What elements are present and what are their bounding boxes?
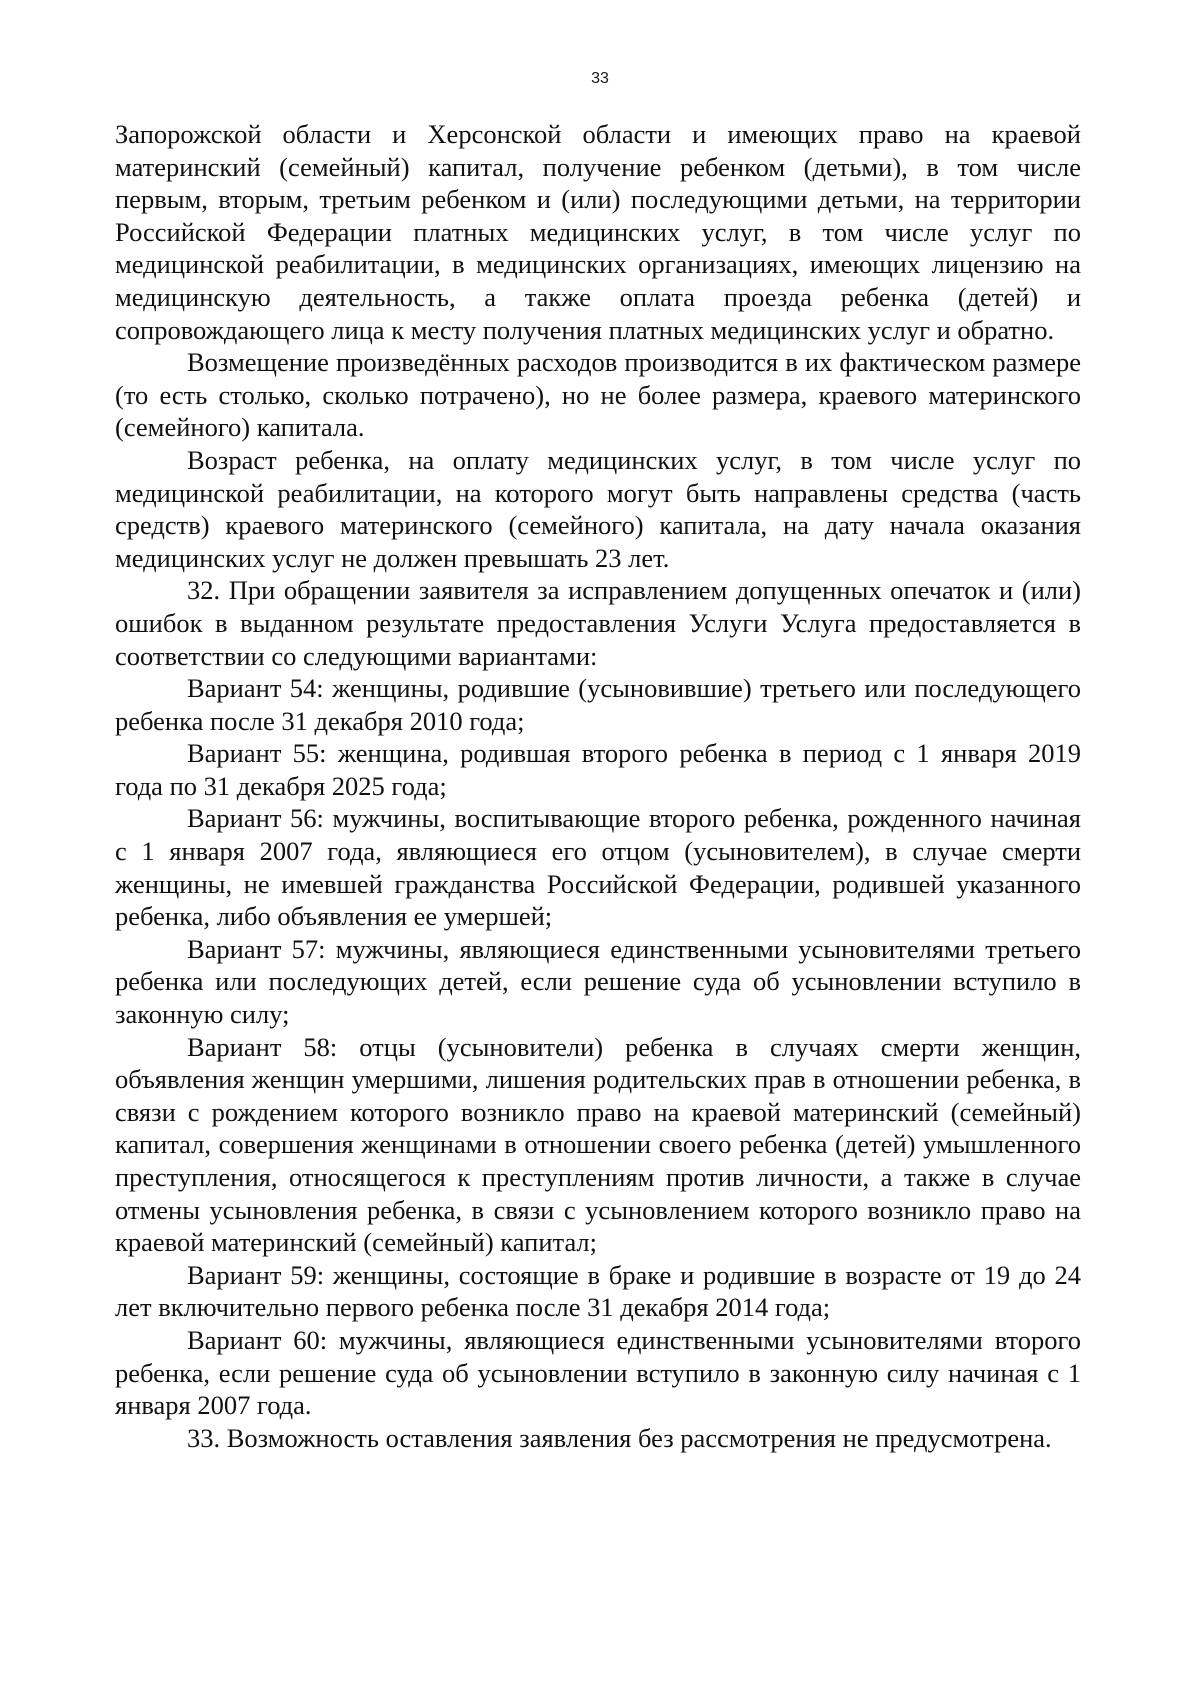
paragraph-variant-58: Вариант 58: отцы (усыновители) ребенка в случаях смерти женщин, объявления женщин умершими, лишения родительских прав в отношении ребенка, в связи с рождением которого возникло право на краевой материнский (семейный) капитал, совершения женщинами в отношении своего ребенка (детей) умышленного преступления, относящегося к преступлениям против личности, а также в случае отмены усыновления ребенка, в связи с усыновлением которого возникло право на краевой материнский (семейный) капитал;: [115, 1031, 1081, 1258]
paragraph-reimbursement: Возмещение произведённых расходов производится в их фактическом размере (то есть столько, сколько потрачено), но не более размера, краевого материнского (семейного) капитала.: [115, 347, 1081, 443]
paragraph-child-age: Возраст ребенка, на оплату медицинских услуг, в том числе услуг по медицинской реабилитации, на которого могут быть направлены средства (часть средств) краевого материнского (семейного) капитала, на дату начала оказания медицинских услуг не должен превышать 23 лет.: [115, 444, 1081, 573]
paragraph-variant-60: Вариант 60: мужчины, являющиеся единственными усыновителями второго ребенка, если решение суда об усыновлении вступило в законную силу начиная с 1 января 2007 года.: [115, 1324, 1081, 1421]
paragraph-item-33: 33. Возможность оставления заявления без рассмотрения не предусмотрена.: [187, 1422, 1052, 1453]
paragraph-variant-57: Вариант 57: мужчины, являющиеся единственными усыновителями третьего ребенка или последующих детей, если решение суда об усыновлении вступило в законную силу;: [115, 933, 1081, 1030]
paragraph-variant-54: Вариант 54: женщины, родившие (усыновившие) третьего или последующего ребенка после 31 декабря 2010 года;: [115, 673, 1081, 736]
paragraph-continuation: Запорожской области и Херсонской области и имеющих право на краевой материнский (семейный) капитал, получение ребенком (детьми), в том числе первым, вторым, третьим ребенком и (или) последующими детьми, на территории Российской Федерации платных медицинских услуг, в том числе услуг по медицинской реабилитации, в медицинских организациях, имеющих лицензию на медицинскую деятельность, а также оплата проезда ребенка (детей) и сопровождающего лица к месту получения платных медицинских услуг и обратно.: [115, 119, 1081, 345]
paragraph-item-32: 32. При обращении заявителя за исправлением допущенных опечаток и (или) ошибок в выданном результате предоставления Услуги Услуга предоставляется в соответствии со следующими вариантами:: [115, 575, 1081, 671]
page-number: 33: [591, 70, 609, 87]
paragraph-variant-56: Вариант 56: мужчины, воспитывающие второго ребенка, рожденного начиная с 1 января 2007 года, являющиеся его отцом (усыновителем), в случае смерти женщины, не имевшей гражданства Российской Федерации, родившей указанного ребенка, либо объявления ее умершей;: [115, 803, 1081, 932]
paragraph-variant-59: Вариант 59: женщины, состоящие в браке и родившие в возрасте от 19 до 24 лет включительно первого ребенка после 31 декабря 2014 года;: [115, 1259, 1081, 1323]
paragraph-variant-55: Вариант 55: женщина, родившая второго ребенка в период с 1 января 2019 года по 31 декабря 2025 года;: [115, 738, 1081, 801]
document-body: [115, 118, 1081, 1454]
